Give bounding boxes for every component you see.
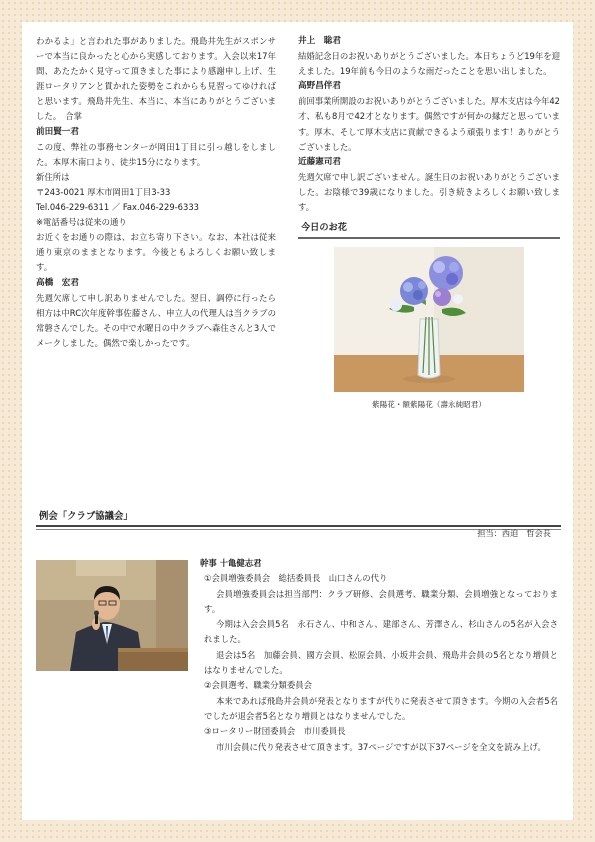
- member-name-takano: 高野昌伴君: [298, 81, 341, 92]
- agenda-item-2-para-1: 本来であれば飛島井会員が発表となりますが代りに発表させて頂きます。今期の入会者5名でしたが退会者5名となり増員とはなりませんでした。: [204, 695, 558, 721]
- maeda-message: この度、弊社の事務センターが岡田1丁目に引っ越しをしました。本厚木南口より、徒歩15分になります。: [36, 141, 276, 167]
- meeting-section-title: 例会「クラブ協議会」: [36, 510, 561, 527]
- agenda-item-3: ③ロータリー財団委員会 市川委員長: [204, 726, 346, 737]
- speaker-at-podium-image: [36, 560, 188, 671]
- meeting-speaker: 幹事 十亀健志君: [200, 558, 262, 568]
- hydrangea-vase-image: [334, 247, 524, 392]
- agenda-item-1-para-3: 退会は5名 加藤会員、國方会員、松原会員、小坂井会員、飛島井会員の5名となり増員とはなりませんでした。: [204, 649, 558, 676]
- meeting-in-charge: 担当：西迫 哲会長: [477, 528, 551, 538]
- inoue-message: 結婚記念日のお祝いありがとうございました。本日ちょうど19年を迎えました。19年前も今日のような雨だったことを思い出しました。: [298, 51, 560, 77]
- agenda-item-2: ②会員選考、職業分類委員会: [204, 680, 313, 691]
- maeda-address: 〒243-0021 厚木市岡田1丁目3-33: [36, 186, 171, 197]
- member-name-inoue: 井上 聡君: [298, 36, 341, 46]
- flowers-caption: 紫陽花・額紫陽花（壽永純昭君）: [372, 400, 486, 410]
- meeting-report: [200, 556, 558, 755]
- tobishimai-message-tail: わかるよ」と言われた事がありました。飛島井先生がスポンサーで本当に良かったと心から実感しております。入会以来17年間、あたたかく見守って頂きました事により感謝申し上げ、生涯ロータリアンと貫かれた姿勢をこれからも見習ってゆければと思います。飛島井先生、本当に、本当にありがとうございました。 合掌: [36, 36, 276, 122]
- agenda-item-1-para-1: 会員増強委員会は担当部門：クラブ研修、会員選考、職業分類、会員増強となっております。: [204, 588, 558, 614]
- member-name-maeda: 前田賢一君: [36, 126, 79, 137]
- kondo-message: 先週欠席で申し訳ございません。誕生日のお祝いありがとうございました。お陰様で39歳になりました。引き続きよろしくお願い致します。: [298, 171, 560, 213]
- maeda-message-closing: お近くをお通りの際は、お立ち寄り下さい。なお、本社は従来通り東京のままとなります。今後ともよろしくお願い致します。: [36, 232, 276, 273]
- takahashi-message: 先週欠席して申し訳ありませんでした。翌日、調停に行ったら相方は中RC次年度幹事佐藤さん、申立人の代理人は当クラブの常磐さんでした。その中で水曜日の中クラブへ森住さんと3人でメークしました。偶然で楽しかったです。: [36, 292, 276, 348]
- speaker-photo: [36, 560, 188, 671]
- right-column: [298, 34, 560, 412]
- left-column: [36, 34, 276, 351]
- maeda-phone-note: ※電話番号は従来の通り: [36, 217, 127, 228]
- agenda-item-1-para-2: 今期は入会会員5名 永石さん、中和さん、建部さん、芳澤さん、杉山さんの5名が入会されました。: [204, 619, 558, 645]
- hydrangea-photo: [334, 247, 524, 392]
- takano-message: 前回事業所開設のお祝いありがとうございました。厚木支店は今年42才、私も8月で42才となります。偶然ですが何かの縁だと思っています。厚木、そして厚木支店に貢献できるよう頑張ります！ありがとうございました。: [298, 96, 560, 152]
- member-name-takahashi: 高橋 宏君: [36, 277, 79, 288]
- newsletter-page: [22, 22, 573, 820]
- member-name-kondo: 近藤憲司君: [298, 156, 341, 167]
- agenda-item-1: ①会員増強委員会 総括委員長 山口さんの代り: [204, 573, 388, 584]
- maeda-phone-fax: Tel.046-229-6311 ／ Fax.046-229-6333: [36, 202, 199, 213]
- todays-flowers-header: 今日のお花: [298, 219, 560, 239]
- maeda-new-address-label: 新住所は: [36, 171, 70, 182]
- agenda-item-3-para-1: 市川会員に代り発表させて頂きます。37ページですが以下37ページを全文を読み上げ。: [216, 741, 546, 752]
